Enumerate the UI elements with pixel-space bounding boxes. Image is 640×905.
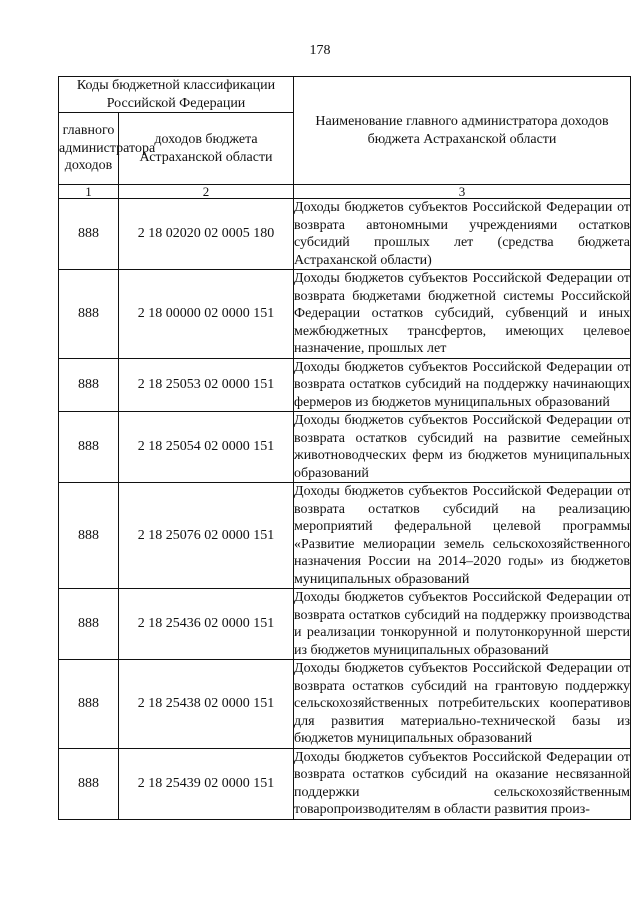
income-name-cell: Доходы бюджетов субъектов Российской Федерации от возврата остатков субсидий на грантовую поддержку сельскохозяйственных потребительских кооперативов для развития материально-технической базы из бюджетов муниципальных образований <box>294 661 631 746</box>
table-row <box>59 199 631 270</box>
admin-code-cell: 888 <box>59 358 119 412</box>
income-code-cell: 2 18 25054 02 0000 151 <box>119 412 294 483</box>
column-number-row <box>59 185 631 199</box>
column-number: 3 <box>294 185 631 199</box>
header-name-column: Наименование главного администратора доходов бюджета Астраханской области <box>294 77 631 185</box>
column-number: 1 <box>59 185 119 199</box>
income-name-cell: Доходы бюджетов субъектов Российской Федерации от возврата остатков субсидий на реализацию мероприятий федеральной целевой программы «Развитие мелиорации земель сельскохозяйственного назначения России на 2014–2020 годы» из бюджетов муниципальных образований <box>294 484 631 587</box>
income-code-cell: 2 18 02020 02 0005 180 <box>119 199 294 270</box>
page-number: 178 <box>309 43 331 58</box>
column-number: 2 <box>119 185 294 199</box>
admin-code-cell: 888 <box>59 589 119 660</box>
income-name-cell: Доходы бюджетов субъектов Российской Федерации от возврата бюджетами бюджетной системы Российской Федерации остатков субсидий, субвенций и иных межбюджетных трансфертов, имеющих целевое назначение, прошлых лет <box>294 271 631 356</box>
income-name-cell: Доходы бюджетов субъектов Российской Федерации от возврата остатков субсидий на развитие семейных животноводческих ферм из бюджетов муниципальных образований <box>294 413 631 481</box>
income-code-cell: 2 18 25438 02 0000 151 <box>119 660 294 749</box>
income-code-cell: 2 18 00000 02 0000 151 <box>119 270 294 359</box>
admin-code-cell: 888 <box>59 270 119 359</box>
income-name-cell: Доходы бюджетов субъектов Российской Федерации от возврата остатков субсидий на оказание несвязанной поддержки сельскохозяйственным товаропроизводителям в области развития произ- <box>294 749 631 817</box>
table-row <box>59 748 631 819</box>
header-admin-column: главного администратора доходов <box>59 113 119 185</box>
admin-code-cell: 888 <box>59 483 119 589</box>
header-codes-group: Коды бюджетной классификации Российской Федерации <box>59 77 294 113</box>
header-row <box>59 77 631 113</box>
income-code-cell: 2 18 25076 02 0000 151 <box>119 483 294 589</box>
admin-code-cell: 888 <box>59 748 119 819</box>
budget-codes-table <box>58 76 631 820</box>
admin-code-cell: 888 <box>59 412 119 483</box>
table-row <box>59 483 631 589</box>
income-code-cell: 2 18 25053 02 0000 151 <box>119 358 294 412</box>
admin-code-cell: 888 <box>59 199 119 270</box>
table-row <box>59 589 631 660</box>
table-row <box>59 660 631 749</box>
income-code-cell: 2 18 25436 02 0000 151 <box>119 589 294 660</box>
income-name-cell: Доходы бюджетов субъектов Российской Федерации от возврата остатков субсидий на поддержку начинающих фермеров из бюджетов муниципальных образований <box>294 359 631 410</box>
header-income-column: доходов бюджета Астраханской области <box>119 113 294 185</box>
table-row <box>59 270 631 359</box>
income-name-cell: Доходы бюджетов субъектов Российской Федерации от возврата остатков субсидий на поддержку производства и реализации тонкорунной и полутонкорунной шерсти из бюджетов муниципальных образований <box>294 590 631 658</box>
income-code-cell: 2 18 25439 02 0000 151 <box>119 748 294 819</box>
table-row <box>59 412 631 483</box>
admin-code-cell: 888 <box>59 660 119 749</box>
table-row <box>59 358 631 412</box>
income-name-cell: Доходы бюджетов субъектов Российской Федерации от возврата автономными учреждениями остатков субсидий прошлых лет (средства бюджета Астраханской области) <box>294 200 631 268</box>
